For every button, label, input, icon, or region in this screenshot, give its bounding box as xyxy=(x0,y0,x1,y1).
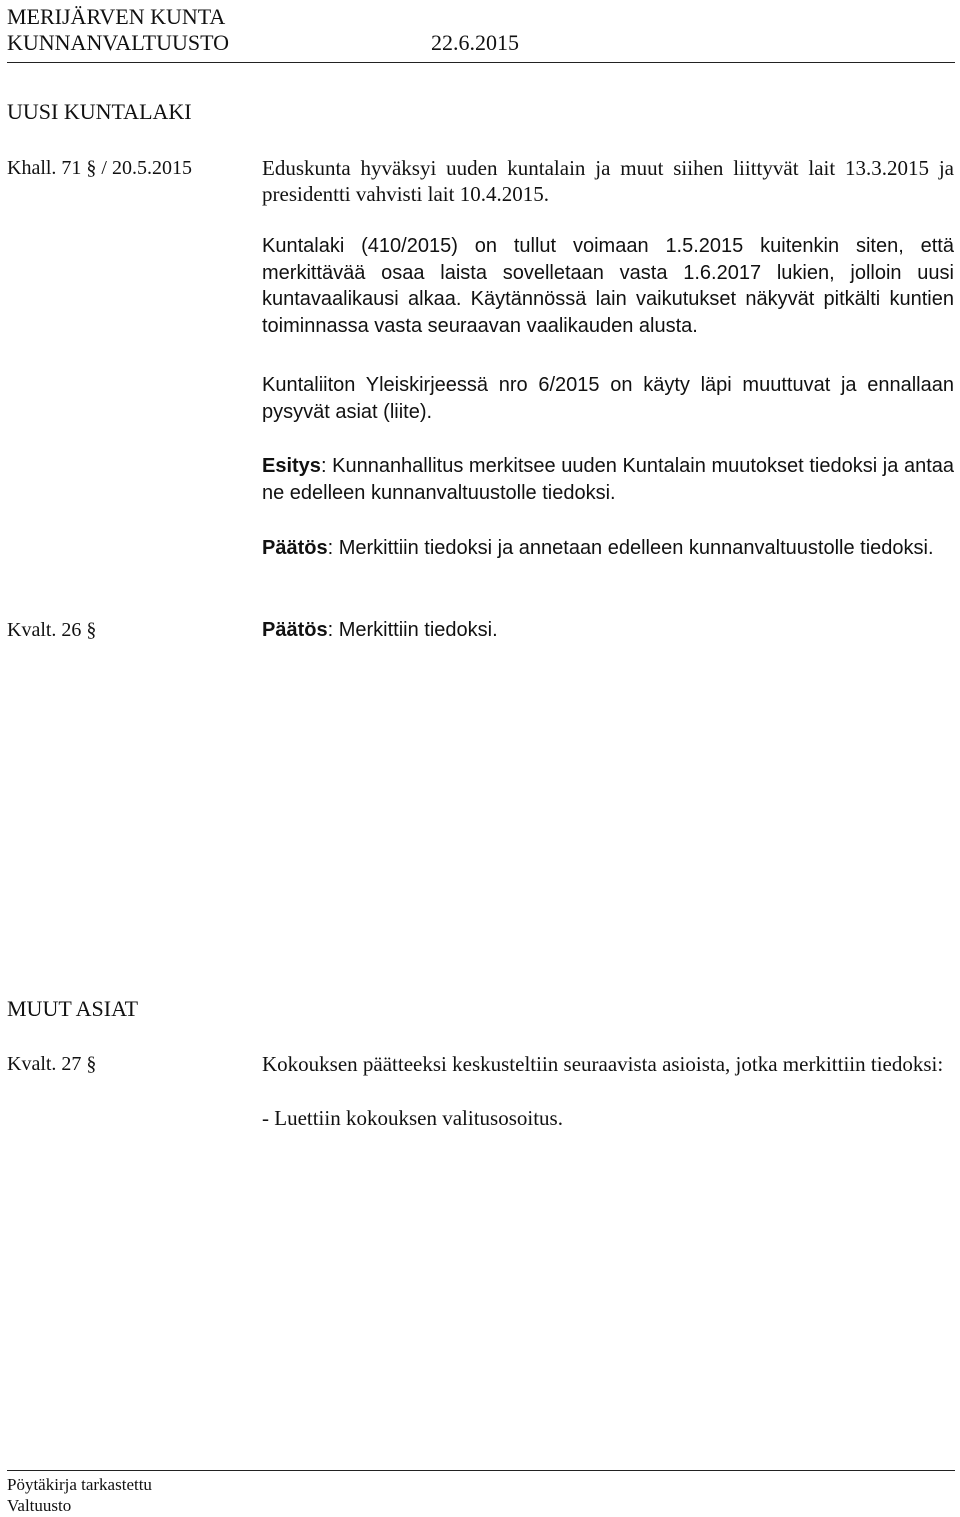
council-decision-paragraph xyxy=(262,617,954,644)
proposal-text: : Kunnanhallitus merkitsee uuden Kuntalain muutokset tiedoksi ja antaa ne edelleen kunnanvaltuustolle tiedoksi. xyxy=(262,455,954,504)
intro-paragraph: Eduskunta hyväksyi uuden kuntalain ja muut siihen liittyvät lait 13.3.2015 ja presidentti vahvisti lait 10.4.2015. xyxy=(262,156,954,206)
council-heading xyxy=(7,30,519,56)
board-decision-label: Päätös xyxy=(262,537,328,559)
other-matters-paragraph: Kokouksen päätteeksi keskusteltiin seuraavista asioista, jotka merkittiin tiedoksi: xyxy=(262,1052,944,1076)
meeting-date: 22.6.2015 xyxy=(431,30,519,55)
section-title-other-matters: MUUT ASIAT xyxy=(7,996,139,1021)
council-decision-label: Päätös xyxy=(262,619,328,641)
header-rule xyxy=(7,62,955,63)
municipality-name: MERIJÄRVEN KUNTA xyxy=(7,4,226,29)
minutes-checked-label: Pöytäkirja tarkastettu xyxy=(7,1475,152,1494)
kvalt-26-reference: Kvalt. 26 § xyxy=(7,619,97,641)
law-effective-paragraph: Kuntalaki (410/2015) on tullut voimaan 1.5.2015 kuitenkin siten, että merkittävää osaa laista sovelletaan vasta 1.6.2017 lukien, jolloin uusi kuntavaalikausi alkaa. Käytännössä lain vaikutukset näkyvät pitkälti kuntien toiminnassa vasta seuraavan vaalikauden alusta. xyxy=(262,235,954,337)
bulletin-paragraph: Kuntaliiton Yleiskirjeessä nro 6/2015 on käyty läpi muuttuvat ja ennallaan pysyvät asiat (liite). xyxy=(262,374,954,423)
kvalt-27-reference: Kvalt. 27 § xyxy=(7,1053,97,1075)
footer-rule xyxy=(7,1470,955,1471)
proposal-label: Esitys xyxy=(262,455,321,477)
appeal-instructions-item: - Luettiin kokouksen valitusosoitus. xyxy=(262,1106,563,1130)
section-title-new-law: UUSI KUNTALAKI xyxy=(7,99,192,124)
council-decision-text: : Merkittiin tiedoksi. xyxy=(327,619,498,641)
khall-reference: Khall. 71 § / 20.5.2015 xyxy=(7,157,192,179)
council-name: KUNNANVALTUUSTO xyxy=(7,30,230,55)
council-footer-label: Valtuusto xyxy=(7,1496,72,1515)
proposal-paragraph xyxy=(262,453,954,506)
board-decision-text: : Merkittiin tiedoksi ja annetaan edelleen kunnanvaltuustolle tiedoksi. xyxy=(327,537,934,559)
board-decision-paragraph xyxy=(262,535,954,562)
